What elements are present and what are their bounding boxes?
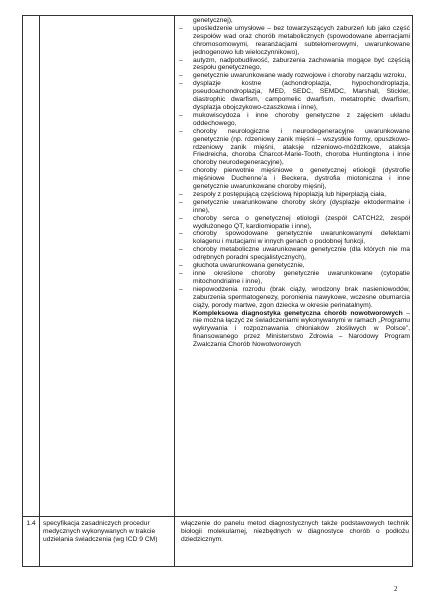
oncology-note-bold: Kompleksowa diagnostyka genetyczna chorób nowotworowych (193, 309, 403, 317)
number-cell-empty (23, 16, 40, 517)
conditions-cell (175, 16, 413, 517)
list-item: – genetycznie uwarunkowane wady rozwojowe i choroby narządu wzroku, (179, 72, 407, 80)
list-item: – niepowodzenia rozrodu (brak ciąży, wrodzony brak nasieniowodów, zaburzenia spermatogenezy, poronienia nawykowe, wczesne obumarcia ciąży, porody martwe, zgon dziecka w okresie perinatalnym). (179, 285, 410, 309)
table-row (23, 517, 413, 567)
list-item: – autyzm, nadpobudliwość, zaburzenia zachowania mogące być częścią zespołu genetycznego, (179, 56, 410, 72)
row-description: włączenie do panelu metod diagnostycznych także podstawowych technik biologii molekularnej, niezbędnych w diagnostyce chorób o podłożu dziedzicznym. (175, 517, 413, 567)
row-number: 1.4 (23, 517, 40, 567)
list-item: – choroby neurologiczne i neurodegeneracyjne uwarunkowane genetycznie (np. rdzeniowy zanik mięśni – wszystkie formy, opuszkowo-rdzeniowy zanik mięśni, ataksje rdzeniowo-móżdżkowe, ataksja Friedreicha, choroba Charcot-Marie-Tooth, choroba Huntingtona i inne choroby neurodegeneracyjne), (179, 127, 410, 167)
list-item: – choroby serca o genetycznej etiologii (zespół CATCH22, zespół wydłużonego QT, kardiomiopatie i inne), (179, 214, 410, 230)
list-item: genetycznej), (193, 17, 233, 24)
list-item: – choroby pierwotnie mięśniowe o genetycznej etiologii (dystrofie mięśniowe Duchenne’a i Beckera, dystrofia miotoniczna i inne genetycznie uwarunkowane choroby mięśni), (179, 167, 410, 191)
list-item: – dysplazje kostne (achondroplazja, hypochondroplazja, pseudoachondroplazja, MED, SEDC, SEMDC, Marshall, Stickler, diastrophic dwarfism, campomelic dwarfism, metatrophic dwarfism, dysplazja obojczykowo-czaszkowa i inne), (179, 80, 410, 111)
label-cell-empty (40, 16, 175, 517)
list-item: – mukowiscydoza i inne choroby genetyczne z zajęciem układu oddechowego, (179, 111, 410, 127)
list-item: – inne określone choroby genetycznie uwarunkowane (cytopatie mitochondrialne i inne), (179, 270, 410, 285)
row-label: specyfikacja zasadniczych procedur medycznych wykonywanych w trakcie udzielania świadczenia (wg ICD 9 CM) (40, 517, 175, 567)
page-number: 2 (394, 585, 398, 593)
oncology-note-text: – nie można łączyć ze świadczeniami wykonywanymi w ramach „Programu wykrywania i rozpoznawania chłoniaków złośliwych w Polsce”, finansowanego przez Ministerstwo Zdrowia – Narodowy Program Zwalczania Chorób Nowotworowych (193, 309, 411, 349)
list-item: – zespoły z postępującą częściową hipoplazją lub hiperplazją ciała, (179, 190, 386, 198)
list-item: – choroby spowodowane genetycznie uwarunkowanymi defektami kolagenu i mutacjami w innych genach o podobnej funkcji, (179, 230, 410, 246)
list-item: – choroby metaboliczne uwarunkowane genetycznie (dla których nie ma odrębnych poradni specjalistycznych), (179, 246, 410, 262)
conditions-list (179, 17, 410, 310)
continued-row (23, 16, 413, 517)
list-item: – genetycznie uwarunkowane choroby skóry (dysplazje ektodermalne i inne), (179, 198, 410, 214)
list-item: – głuchota uwarunkowana genetycznie, (179, 262, 305, 270)
oncology-note (193, 310, 410, 350)
procedures-table (22, 15, 413, 567)
list-item: – upośledzenie umysłowe – bez towarzyszących zaburzeń lub jako część zespołów wad oraz chorób metabolicznych (spowodowane aberracjami chromosomowymi, rearanżacjami subtelomerowymi, uwarunkowane jednogenowo lub wieloczynnikowo), (179, 24, 410, 56)
